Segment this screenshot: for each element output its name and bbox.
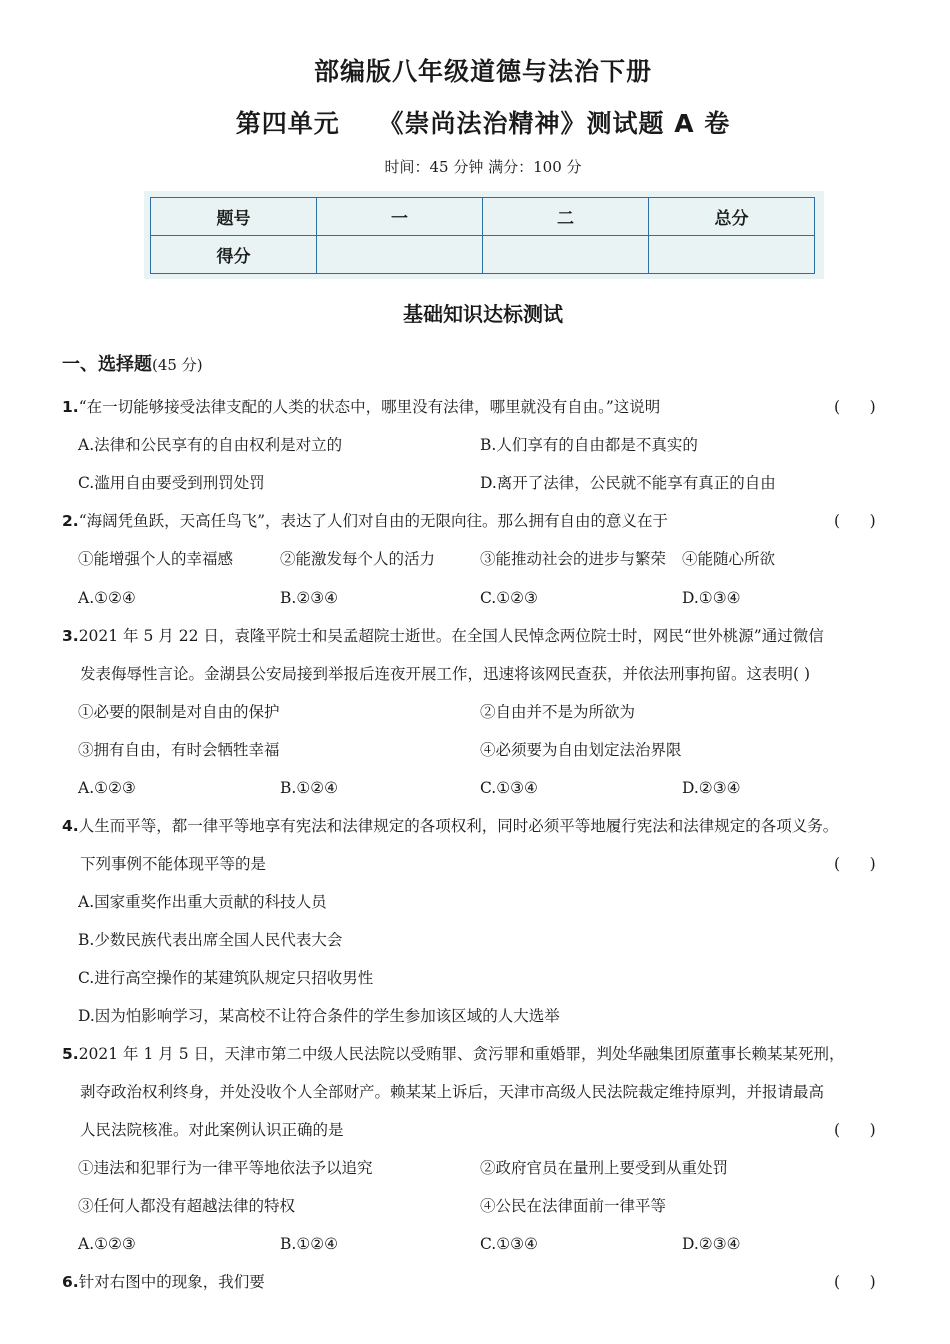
- answer-bracket[interactable]: ( ): [834, 1273, 876, 1291]
- question-4-stem: [62, 815, 838, 837]
- part-points: (45 分): [152, 356, 203, 374]
- answer-bracket[interactable]: ( ): [834, 855, 876, 873]
- statement-1: ①必要的限制是对自由的保护: [78, 703, 280, 721]
- option-b: B.①②④: [280, 1235, 339, 1253]
- question-text: 针对右图中的现象，我们要: [78, 1273, 265, 1291]
- question-3-stem: [62, 625, 824, 647]
- time-info: 时间：45 分钟 满分：100 分: [384, 158, 582, 176]
- question-text: “在一切能够接受法律支配的人类的状态中，哪里没有法律，哪里就没有自由。”这说明: [78, 398, 661, 416]
- option-b: B.少数民族代表出席全国人民代表大会: [78, 931, 343, 949]
- option-a: A.①②③: [78, 1235, 136, 1253]
- question-number: 1.: [62, 398, 79, 416]
- option-d: D.离开了法律，公民就不能享有真正的自由: [480, 474, 776, 492]
- score-header-cell: 一: [317, 198, 483, 236]
- question-3-stem-cont: 发表侮辱性言论。金湖县公安局接到举报后连夜开展工作，迅速将该网民查获，并依法刑事拘留。这表明( ): [80, 665, 811, 683]
- part-heading: [62, 350, 203, 376]
- question-4-stem-cont: 下列事例不能体现平等的是: [80, 855, 267, 873]
- section-title: 基础知识达标测试: [403, 302, 563, 326]
- question-1-stem: [62, 396, 660, 418]
- option-a: A.国家重奖作出重大贡献的科技人员: [78, 893, 327, 911]
- question-number: 2.: [62, 512, 79, 530]
- question-5-stem-cont: 剥夺政治权利终身，并处没收个人全部财产。赖某某上诉后，天津市高级人民法院裁定维持原判，并报请最高: [80, 1083, 825, 1101]
- statement-4: ④能随心所欲: [682, 550, 776, 568]
- score-header-cell: 题号: [151, 198, 317, 236]
- score-label-cell: 得分: [151, 236, 317, 274]
- document-subtitle: 第四单元 《崇尚法治精神》测试题 A 卷: [235, 109, 731, 138]
- score-table-header-row: [151, 198, 815, 236]
- option-d: D.②③④: [682, 779, 741, 797]
- question-text: 2021 年 1 月 5 日，天津市第二中级人民法院以受贿罪、贪污罪和重婚罪，判处华融集团原董事长赖某某死刑，: [78, 1045, 845, 1063]
- option-c: C.①③④: [480, 779, 538, 797]
- option-a: A.①②③: [78, 779, 136, 797]
- question-number: 6.: [62, 1273, 79, 1291]
- option-c: C.滥用自由要受到刑罚处罚: [78, 474, 265, 492]
- option-a: A.法律和公民享有的自由权利是对立的: [78, 436, 343, 454]
- statement-1: ①违法和犯罪行为一律平等地依法予以追究: [78, 1159, 373, 1177]
- option-b: B.②③④: [280, 589, 339, 607]
- score-input-cell[interactable]: [317, 236, 483, 274]
- answer-bracket[interactable]: ( ): [834, 398, 876, 416]
- score-input-cell[interactable]: [483, 236, 649, 274]
- question-5-stem: [62, 1043, 845, 1065]
- statement-2: ②自由并不是为所欲为: [480, 703, 636, 721]
- score-input-cell[interactable]: [649, 236, 815, 274]
- question-number: 3.: [62, 627, 79, 645]
- question-text: “海阔凭鱼跃，天高任鸟飞”，表达了人们对自由的无限向往。那么拥有自由的意义在于: [78, 512, 669, 530]
- score-table-score-row: [151, 236, 815, 274]
- statement-3: ③能推动社会的进步与繁荣: [480, 550, 667, 568]
- score-header-cell: 二: [483, 198, 649, 236]
- statement-3: ③拥有自由，有时会牺牲幸福: [78, 741, 280, 759]
- option-d: D.②③④: [682, 1235, 741, 1253]
- option-d: D.①③④: [682, 589, 741, 607]
- question-number: 4.: [62, 817, 79, 835]
- score-header-cell: 总分: [649, 198, 815, 236]
- score-table: [150, 197, 815, 274]
- option-b: B.①②④: [280, 779, 339, 797]
- answer-bracket[interactable]: ( ): [834, 512, 876, 530]
- part-label: 一、选择题: [62, 354, 152, 375]
- statement-1: ①能增强个人的幸福感: [78, 550, 234, 568]
- answer-bracket[interactable]: ( ): [834, 1121, 876, 1139]
- option-c: C.进行高空操作的某建筑队规定只招收男性: [78, 969, 374, 987]
- question-number: 5.: [62, 1045, 79, 1063]
- question-5-stem-cont: 人民法院核准。对此案例认识正确的是: [80, 1121, 344, 1139]
- question-2-stem: [62, 510, 668, 532]
- question-text: 人生而平等，都一律平等地享有宪法和法律规定的各项权利，同时必须平等地履行宪法和法律规定的各项义务。: [78, 817, 839, 835]
- statement-4: ④必须要为自由划定法治界限: [480, 741, 682, 759]
- option-b: B.人们享有的自由都是不真实的: [480, 436, 698, 454]
- document-title: 部编版八年级道德与法治下册: [313, 57, 652, 86]
- option-a: A.①②④: [78, 589, 136, 607]
- statement-3: ③任何人都没有超越法律的特权: [78, 1197, 296, 1215]
- statement-2: ②能激发每个人的活力: [280, 550, 436, 568]
- option-c: C.①③④: [480, 1235, 538, 1253]
- question-text: 2021 年 5 月 22 日，袁隆平院士和吴孟超院士逝世。在全国人民悼念两位院士时，网民“世外桃源”通过微信: [78, 627, 824, 645]
- statement-4: ④公民在法律面前一律平等: [480, 1197, 667, 1215]
- option-d: D.因为怕影响学习，某高校不让符合条件的学生参加该区域的人大选举: [78, 1007, 560, 1025]
- statement-2: ②政府官员在量刑上要受到从重处罚: [480, 1159, 729, 1177]
- question-6-stem: [62, 1271, 265, 1293]
- option-c: C.①②③: [480, 589, 538, 607]
